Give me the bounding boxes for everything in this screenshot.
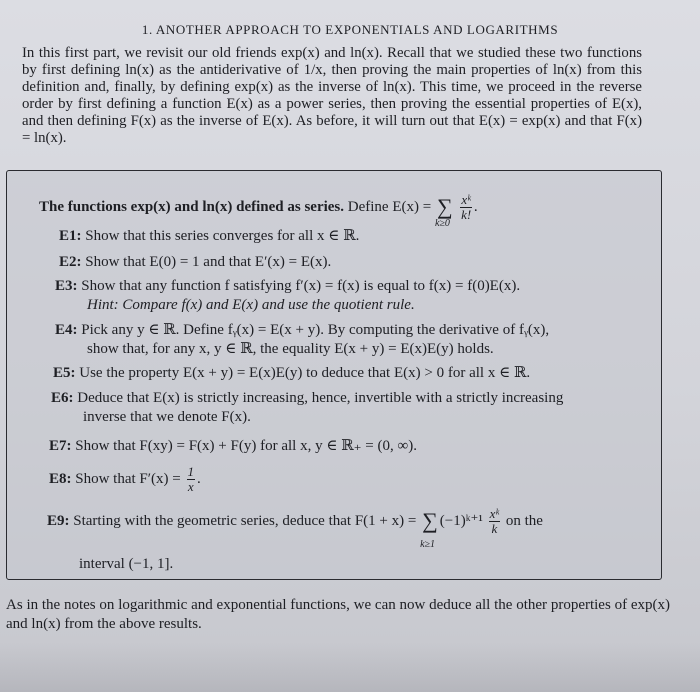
fraction-denominator: x [187, 479, 194, 494]
exercise-e9 [47, 506, 543, 550]
exercise-text: Show that F′(x) = [75, 470, 181, 487]
exercise-text: Show that any function f satisfying f′(x) = f(x) is equal to f(x) = f(0)E(x). [81, 278, 521, 294]
exercise-label: E2: [59, 254, 82, 270]
series-term-fraction [460, 193, 471, 222]
page-shadow [0, 642, 700, 692]
derivative-fraction [187, 465, 196, 494]
exercise-hint: Hint: Compare f(x) and E(x) and use the quotient rule. [87, 297, 415, 313]
exercise-tail: on the [505, 512, 543, 529]
exercise-e6 [51, 389, 563, 427]
exercise-text: Pick any y ∈ ℝ. Define fᵧ(x) = E(x + y). By computing the derivative of fᵧ(x), [81, 322, 550, 338]
exercise-e7 [49, 437, 417, 456]
exercise-label: E7: [49, 438, 72, 454]
exercise-text: Deduce that E(x) is strictly increasing, hence, invertible with a strictly increasing [77, 390, 564, 406]
sum-index: k≥0 [434, 217, 450, 229]
exercise-e2 [59, 253, 331, 272]
exercise-text: Show that E(0) = 1 and that E′(x) = E(x). [85, 254, 332, 270]
exercise-e8: E8: Show that F′(x) = $\frac{1}{x}$ . [49, 464, 201, 494]
exercise-label: E5: [53, 365, 76, 381]
sum-symbol: ∑ k≥0 [434, 193, 453, 229]
sum-index: k≥1 [420, 538, 436, 550]
exercise-label: E4: [55, 322, 78, 338]
fraction-numerator: 1 [187, 464, 194, 479]
exercise-e4 [55, 321, 549, 359]
exercise-label: E9: [47, 512, 70, 529]
exercise-text: Use the property E(x + y) = E(x)E(y) to deduce that E(x) > 0 for all x ∈ ℝ. [79, 365, 531, 381]
exercise-label: E6: [51, 390, 74, 406]
exercise-e3 [55, 277, 520, 315]
exercise-label: E8: [49, 470, 72, 487]
exercise-text-continued: show that, for any x, y ∈ ℝ, the equality E(x + y) = E(x)E(y) holds. [87, 341, 494, 357]
exercise-text: Show that F(xy) = F(x) + F(y) for all x, y ∈ ℝ₊ = (0, ∞). [75, 438, 417, 454]
exercise-text-continued: inverse that we denote F(x). [83, 409, 251, 425]
closing-paragraph: As in the notes on logarithmic and exponential functions, we can now deduce all the other properties of exp(x) and ln(x) from the above results. [6, 597, 670, 632]
fraction-denominator: k [491, 521, 498, 536]
exercise-e1 [59, 227, 359, 246]
exercise-e5 [53, 364, 530, 383]
exercise-e9-continued [79, 555, 173, 574]
sum-term: (−1)ᵏ⁺¹ [439, 512, 483, 529]
box-heading-bold: The functions exp(x) and ln(x) defined as series. [39, 198, 345, 215]
section-title: 1. ANOTHER APPROACH TO EXPONENTIALS AND LOGARITHMS [141, 22, 559, 37]
fraction-denominator: k! [461, 207, 472, 222]
box-heading-text: Define E(x) = [347, 198, 432, 215]
intro-paragraph: In this first part, we revisit our old friends exp(x) and ln(x). Recall that we studied these two functions by first defining ln(x) as the antiderivative of 1/x, then proving the main properties of ln(x) from this definition and, finally, by defining exp(x) as the inverse of ln(x). This time, we proceed in the reverse order by first defining a function E(x) as a power series, then proving the essential properties of E(x), and then defining F(x) as the inverse of E(x). As before, it will turn out that E(x) = exp(x) and that F(x) = ln(x). [22, 45, 642, 146]
exercise-text: Starting with the geometric series, deduce that F(1 + x) = [73, 512, 417, 529]
exercise-box [6, 170, 662, 580]
box-heading: The functions exp(x) and ln(x) defined as series. Define E(x) = ∑ k≥0 $\frac{\text{xᵏ}}{k!}$ . [39, 192, 478, 229]
sum-symbol: ∑ k≥1 [422, 511, 438, 530]
exercise-text: Show that this series converges for all x ∈ ℝ. [85, 228, 360, 244]
exercise-label: E1: [59, 228, 82, 244]
exercise-text-continued: interval (−1, 1]. [79, 556, 174, 572]
fraction-numerator: xᵏ [489, 506, 500, 521]
exercise-label: E3: [55, 278, 78, 294]
fraction-numerator: xᵏ [461, 192, 471, 207]
series-term-fraction [489, 507, 500, 536]
